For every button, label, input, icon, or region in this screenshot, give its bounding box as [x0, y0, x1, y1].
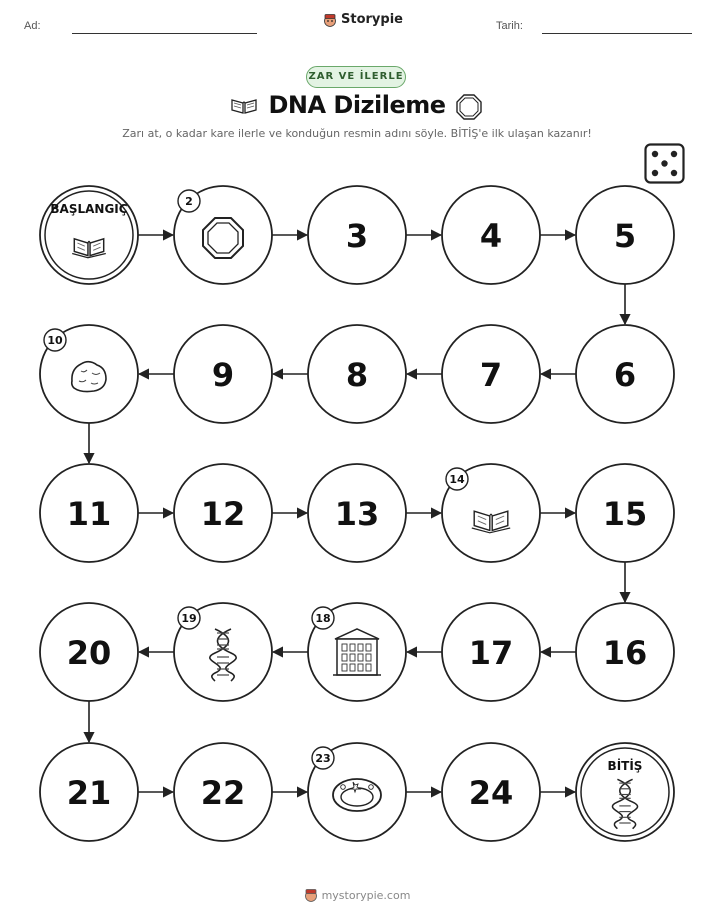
board-space-17[interactable]	[442, 603, 540, 701]
space-number: 7	[479, 356, 503, 394]
date-label: Tarih:	[496, 20, 523, 32]
rock-icon	[72, 362, 106, 392]
space-number: 8	[345, 356, 369, 394]
space-number: 19	[181, 612, 197, 625]
board-space-22[interactable]	[174, 743, 272, 841]
space-number: 5	[613, 217, 637, 255]
game-type-badge: ZAR VE İLERLE	[306, 66, 406, 88]
mascot-icon	[304, 888, 318, 902]
space-number: 10	[47, 334, 63, 347]
space-number: 13	[334, 495, 380, 533]
board-space-5[interactable]	[576, 186, 674, 284]
board-space-6[interactable]	[576, 325, 674, 423]
board-space-12[interactable]	[174, 464, 272, 562]
board-space-9[interactable]	[174, 325, 272, 423]
instructions: Zarı at, o kadar kare ilerle ve konduğun resmin adını söyle. BİTİŞ'e ilk ulaşan kazanır!	[122, 127, 592, 140]
name-label: Ad:	[24, 20, 41, 32]
space-number: 24	[468, 774, 514, 812]
space-number: 18	[315, 612, 331, 625]
board-space-11[interactable]	[40, 464, 138, 562]
board-space-19[interactable]	[174, 603, 272, 701]
finish-label: BİTİŞ	[607, 759, 643, 773]
finish-space[interactable]	[576, 743, 674, 841]
space-number: 6	[613, 356, 637, 394]
board-space-3[interactable]	[308, 186, 406, 284]
space-number: 14	[449, 473, 465, 486]
start-space[interactable]	[40, 186, 138, 284]
space-number: 16	[602, 634, 648, 672]
space-number: 3	[345, 217, 369, 255]
footer	[0, 888, 714, 902]
board-space-20[interactable]	[40, 603, 138, 701]
space-number: 11	[66, 495, 112, 533]
octagon-icon	[203, 218, 243, 258]
page-title: DNA Dizileme	[268, 91, 446, 119]
space-number: 21	[66, 774, 112, 812]
board-space-8[interactable]	[308, 325, 406, 423]
brand-name: Storypie	[341, 12, 403, 27]
board-space-14[interactable]	[442, 464, 540, 562]
space-circle	[40, 186, 138, 284]
space-number: 12	[200, 495, 246, 533]
space-number: 20	[66, 634, 112, 672]
start-label: BAŞLANGIÇ	[50, 202, 128, 216]
space-circle	[576, 743, 674, 841]
footer-url: mystorypie.com	[321, 888, 411, 902]
space-number: 17	[468, 634, 514, 672]
board-space-2[interactable]	[174, 186, 272, 284]
space-number: 22	[200, 774, 246, 812]
building-icon	[333, 629, 381, 675]
space-number: 2	[185, 195, 193, 208]
board-space-23[interactable]	[308, 743, 406, 841]
space-number: 23	[315, 752, 331, 765]
space-number: 15	[602, 495, 648, 533]
board-space-24[interactable]	[442, 743, 540, 841]
board-space-21[interactable]	[40, 743, 138, 841]
board-space-10[interactable]	[40, 325, 138, 423]
board-space-15[interactable]	[576, 464, 674, 562]
space-number: 4	[479, 217, 503, 255]
board-space-7[interactable]	[442, 325, 540, 423]
board-space-16[interactable]	[576, 603, 674, 701]
space-number: 9	[211, 356, 235, 394]
board-space-4[interactable]	[442, 186, 540, 284]
board-space-13[interactable]	[308, 464, 406, 562]
ring-icon	[333, 779, 381, 811]
board-space-18[interactable]	[308, 603, 406, 701]
